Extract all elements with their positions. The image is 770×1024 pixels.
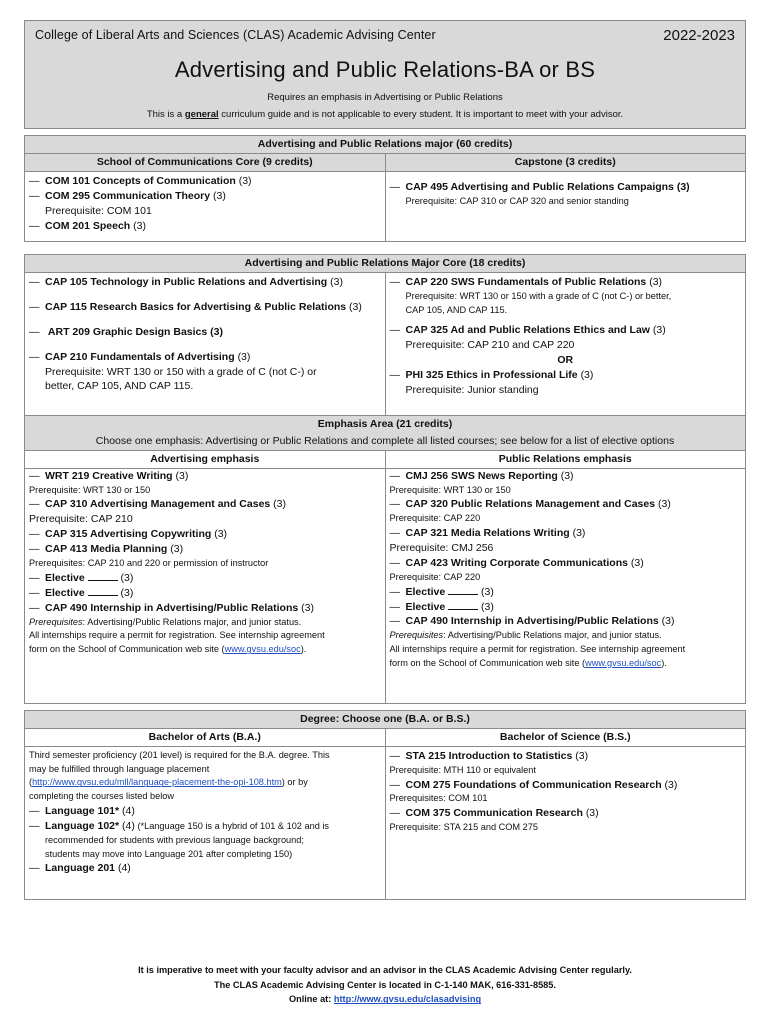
course-adv-cap490: — CAP 490 Internship in Advertising/Public Relations (3) xyxy=(29,601,314,614)
ba-text-4: completing the courses listed below xyxy=(29,791,175,802)
course-cap320: — CAP 320 Public Relations Management and Cases (3) xyxy=(389,498,671,511)
pr-internship-note-1: All internships require a permit for registration. See internship agreement xyxy=(389,644,686,655)
cap210-prerequisite-2: better, CAP 105, AND CAP 115. xyxy=(45,380,194,393)
major-core-left xyxy=(25,272,386,417)
or-separator: OR xyxy=(557,354,574,367)
course-com201: — COM 201 Speech (3) xyxy=(29,219,146,232)
pr-emphasis-header: Public Relations emphasis xyxy=(385,450,746,468)
cap210-prerequisite-1: Prerequisite: WRT 130 or 150 with a grade of C (not C-) or xyxy=(45,365,317,378)
course-sta215: — STA 215 Introduction to Statistics (3) xyxy=(389,749,589,762)
clas-advising-link[interactable]: http://www.gvsu.edu/clasadvising xyxy=(333,994,482,1005)
soc-website-link[interactable]: www.gvsu.edu/soc xyxy=(585,657,662,668)
core-header: School of Communications Core (9 credits) xyxy=(25,153,386,171)
course-com275: — COM 275 Foundations of Communication Research (3) xyxy=(389,778,678,791)
pr-emphasis-courses xyxy=(385,468,746,703)
footer-location: The CLAS Academic Advising Center is located in C-1-140 MAK, 616-331-8585. xyxy=(214,979,556,990)
emphasis-instructions: Choose one emphasis: Advertising or Public Relations and complete all listed courses; see below for a list of elective options xyxy=(25,433,746,450)
course-cap315: — CAP 315 Advertising Copywriting (3) xyxy=(29,528,228,541)
lang102-note-3: students may move into Language 201 after completing 150) xyxy=(45,848,293,859)
pr-cap490-prerequisite: Prerequisites: Advertising/Public Relations major, and junior status. xyxy=(389,630,662,641)
academic-year: 2022-2023 xyxy=(663,27,735,44)
course-cap325: — CAP 325 Ad and Public Relations Ethics and Law (3) xyxy=(389,324,666,337)
cap423-prerequisite: Prerequisite: CAP 220 xyxy=(389,571,481,582)
com375-prerequisite: Prerequisite: STA 215 and COM 275 xyxy=(389,822,538,833)
course-cap210: — CAP 210 Fundamentals of Advertising (3) xyxy=(29,350,251,363)
advertising-emphasis-courses xyxy=(25,468,386,703)
course-pr-cap490: — CAP 490 Internship in Advertising/Public Relations (3) xyxy=(389,615,675,628)
course-cap321: — CAP 321 Media Relations Writing (3) xyxy=(389,527,586,540)
degree-title: Degree: Choose one (B.A. or B.S.) xyxy=(25,711,746,729)
major-title: Advertising and Public Relations major (60 credits) xyxy=(25,136,746,154)
course-cap115: — CAP 115 Research Basics for Advertising & Public Relations (3) xyxy=(29,300,362,313)
course-com295: — COM 295 Communication Theory (3) xyxy=(29,189,226,202)
capstone-header: Capstone (3 credits) xyxy=(385,153,746,171)
adv-internship-note-2: form on the School of Communication web site (www.gvsu.edu/soc). xyxy=(29,644,307,655)
language-placement-link[interactable]: http://www.gvsu.edu/mll/language-placement-the-opi-108.htm xyxy=(32,777,282,788)
major-core-table xyxy=(24,254,746,418)
capstone-courses xyxy=(385,171,746,241)
degree-table xyxy=(24,710,746,900)
pr-elective-1: — Elective (3) xyxy=(389,585,494,598)
phi325-prerequisite: Prerequisite: Junior standing xyxy=(405,384,539,397)
bs-header: Bachelor of Science (B.S.) xyxy=(385,728,746,746)
adv-elective-2: — Elective (3) xyxy=(29,586,134,599)
cmj256-prerequisite: Prerequisite: WRT 130 or 150 xyxy=(389,484,511,495)
course-language-101: — Language 101* (4) xyxy=(29,805,135,817)
course-wrt219: — WRT 219 Creative Writing (3) xyxy=(29,469,189,482)
cap495-prerequisite: Prerequisite: CAP 310 or CAP 320 and senior standing xyxy=(405,195,629,206)
cap325-prerequisite: Prerequisite: CAP 210 and CAP 220 xyxy=(405,339,575,352)
course-language-201: — Language 201 (4) xyxy=(29,862,131,875)
course-cap310: — CAP 310 Advertising Management and Cases (3) xyxy=(29,498,287,511)
ba-header: Bachelor of Arts (B.A.) xyxy=(25,728,386,746)
course-cap423: — CAP 423 Writing Corporate Communications (3) xyxy=(389,556,644,569)
cap310-prerequisite: Prerequisite: CAP 210 xyxy=(29,513,133,526)
course-art209: — ART 209 Graphic Design Basics (3) xyxy=(29,325,223,338)
course-com375: — COM 375 Communication Research (3) xyxy=(389,807,599,820)
course-cap495: — CAP 495 Advertising and Public Relations Campaigns (3) xyxy=(389,180,690,193)
soc-website-link[interactable]: www.gvsu.edu/soc xyxy=(224,644,301,655)
adv-elective-1: — Elective (3) xyxy=(29,571,134,584)
pr-internship-note-2: form on the School of Communication web site (www.gvsu.edu/soc). xyxy=(389,657,667,668)
document-header xyxy=(24,20,746,129)
pr-elective-2: — Elective (3) xyxy=(389,600,494,613)
footer xyxy=(24,963,746,1007)
footer-advisor-note: It is imperative to meet with your faculty advisor and an advisor in the CLAS Academic Advising Center regularly. xyxy=(138,965,632,975)
cap320-prerequisite: Prerequisite: CAP 220 xyxy=(389,513,481,524)
elective-blank xyxy=(448,600,478,610)
bs-requirements xyxy=(385,746,746,899)
cap413-prerequisite: Prerequisites: CAP 210 and 220 or permission of instructor xyxy=(29,558,269,569)
elective-blank xyxy=(88,586,118,596)
guide-disclaimer: This is a general curriculum guide and is not applicable to every student. It is important to meet with your advisor. xyxy=(146,109,624,120)
emphasis-title: Emphasis Area (21 credits) xyxy=(25,416,746,433)
advertising-emphasis-header: Advertising emphasis xyxy=(25,450,386,468)
emphasis-requirement: Requires an emphasis in Advertising or Public Relations xyxy=(267,92,503,103)
ba-text-2: may be fulfilled through language placement xyxy=(29,763,210,774)
elective-blank xyxy=(88,571,118,581)
com295-prerequisite: Prerequisite: COM 101 xyxy=(45,204,152,217)
major-core-right xyxy=(385,272,746,417)
course-cap105: — CAP 105 Technology in Public Relations and Advertising (3) xyxy=(29,275,343,288)
core-courses xyxy=(25,171,386,241)
course-cap220: — CAP 220 SWS Fundamentals of Public Relations (3) xyxy=(389,275,663,288)
com275-prerequisite: Prerequisites: COM 101 xyxy=(389,793,488,804)
course-phi325: — PHI 325 Ethics in Professional Life (3) xyxy=(389,369,594,382)
sta215-prerequisite: Prerequisite: MTH 110 or equivalent xyxy=(389,764,536,775)
lang102-note-2: recommended for students with previous language background; xyxy=(45,834,304,845)
ba-text-1: Third semester proficiency (201 level) is required for the B.A. degree. This xyxy=(29,749,330,760)
course-language-102: — Language 102* (4) (*Language 150 is a hybrid of 101 & 102 and is xyxy=(29,819,329,832)
wrt219-prerequisite: Prerequisite: WRT 130 or 150 xyxy=(29,484,151,495)
program-title: Advertising and Public Relations-BA or BS xyxy=(174,57,596,82)
adv-cap490-prerequisite: Prerequisites: Advertising/Public Relations major, and junior status. xyxy=(29,616,302,627)
course-cmj256: — CMJ 256 SWS News Reporting (3) xyxy=(389,469,574,482)
major-table xyxy=(24,135,746,242)
college-name: College of Liberal Arts and Sciences (CLAS) Academic Advising Center xyxy=(35,28,436,42)
course-com101: — COM 101 Concepts of Communication (3) xyxy=(29,174,252,187)
footer-online: Online at: http://www.gvsu.edu/clasadvising xyxy=(288,994,482,1005)
elective-blank xyxy=(448,585,478,595)
adv-internship-note-1: All internships require a permit for registration. See internship agreement xyxy=(29,630,325,641)
ba-text-3: (http://www.gvsu.edu/mll/language-placement-the-opi-108.htm) or by xyxy=(29,777,308,788)
ba-requirements xyxy=(25,746,386,899)
cap321-prerequisite: Prerequisite: CMJ 256 xyxy=(389,542,494,555)
cap220-prerequisite-2: CAP 105, AND CAP 115. xyxy=(405,304,508,315)
cap220-prerequisite-1: Prerequisite: WRT 130 or 150 with a grade of C (not C-) or better, xyxy=(405,290,672,301)
major-core-title: Advertising and Public Relations Major Core (18 credits) xyxy=(25,255,746,273)
emphasis-table xyxy=(24,415,746,704)
course-cap413: — CAP 413 Media Planning (3) xyxy=(29,543,184,556)
